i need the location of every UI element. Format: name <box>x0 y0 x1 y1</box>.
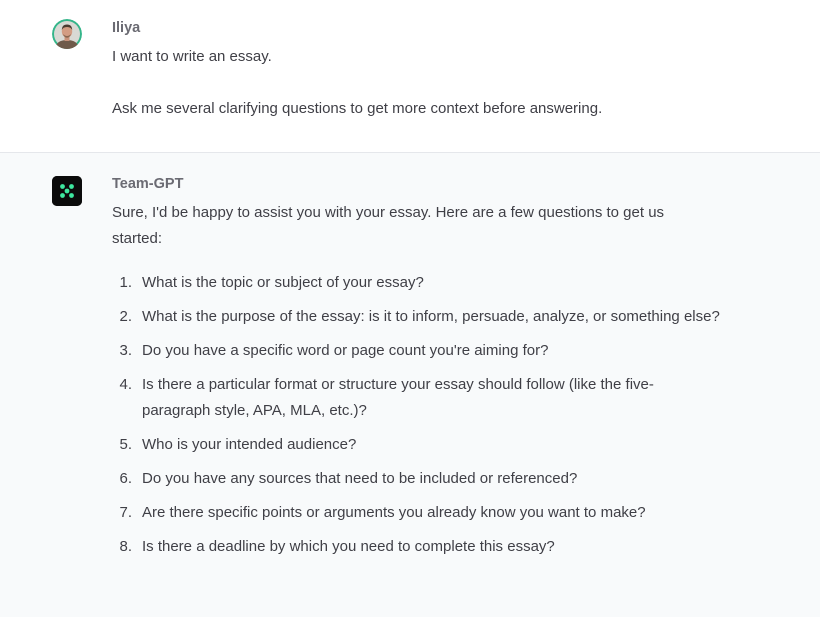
list-item-number: 3. <box>119 342 132 359</box>
list-item-number: 2. <box>119 308 132 325</box>
user-message-content <box>112 18 722 122</box>
list-item <box>112 338 722 364</box>
list-item-number: 6. <box>119 470 132 487</box>
question-list <box>112 270 722 560</box>
list-item <box>112 534 722 560</box>
list-item-text: Do you have any sources that need to be included or referenced? <box>142 470 578 487</box>
list-item <box>112 500 722 526</box>
assistant-message-content <box>112 174 722 568</box>
list-item-text: Is there a particular format or structure your essay should follow (like the five-paragraph style, APA, MLA, etc.)? <box>142 376 654 419</box>
list-item-number: 5. <box>119 436 132 453</box>
list-item-text: Who is your intended audience? <box>142 436 357 453</box>
list-item-number: 1. <box>119 274 132 291</box>
list-item <box>112 304 722 330</box>
user-message <box>0 0 820 153</box>
team-gpt-logo-icon <box>52 176 82 206</box>
user-avatar-photo-icon <box>52 19 82 49</box>
list-item-text: Do you have a specific word or page count you're aiming for? <box>142 342 549 359</box>
assistant-message <box>0 153 820 617</box>
list-item-text: Are there specific points or arguments you already know you want to make? <box>142 504 646 521</box>
list-item-text: What is the topic or subject of your essay? <box>142 274 424 291</box>
list-item-text: Is there a deadline by which you need to complete this essay? <box>142 538 555 555</box>
assistant-intro-text: Sure, I'd be happy to assist you with your essay. Here are a few questions to get us started: <box>112 204 665 247</box>
assistant-author-name: Team-GPT <box>112 176 184 192</box>
list-item <box>112 372 722 424</box>
list-item <box>112 432 722 458</box>
list-item-number: 7. <box>119 504 132 521</box>
user-message-paragraph: I want to write an essay. <box>112 48 272 65</box>
list-item <box>112 466 722 492</box>
user-message-paragraph: Ask me several clarifying questions to get more context before answering. <box>112 100 603 117</box>
user-avatar <box>52 19 82 49</box>
user-author-name: Iliya <box>112 20 141 36</box>
list-item-number: 8. <box>119 538 132 555</box>
list-item-text: What is the purpose of the essay: is it to inform, persuade, analyze, or something else? <box>142 308 720 325</box>
assistant-avatar <box>52 176 82 206</box>
list-item <box>112 270 722 296</box>
list-item-number: 4. <box>119 376 132 393</box>
